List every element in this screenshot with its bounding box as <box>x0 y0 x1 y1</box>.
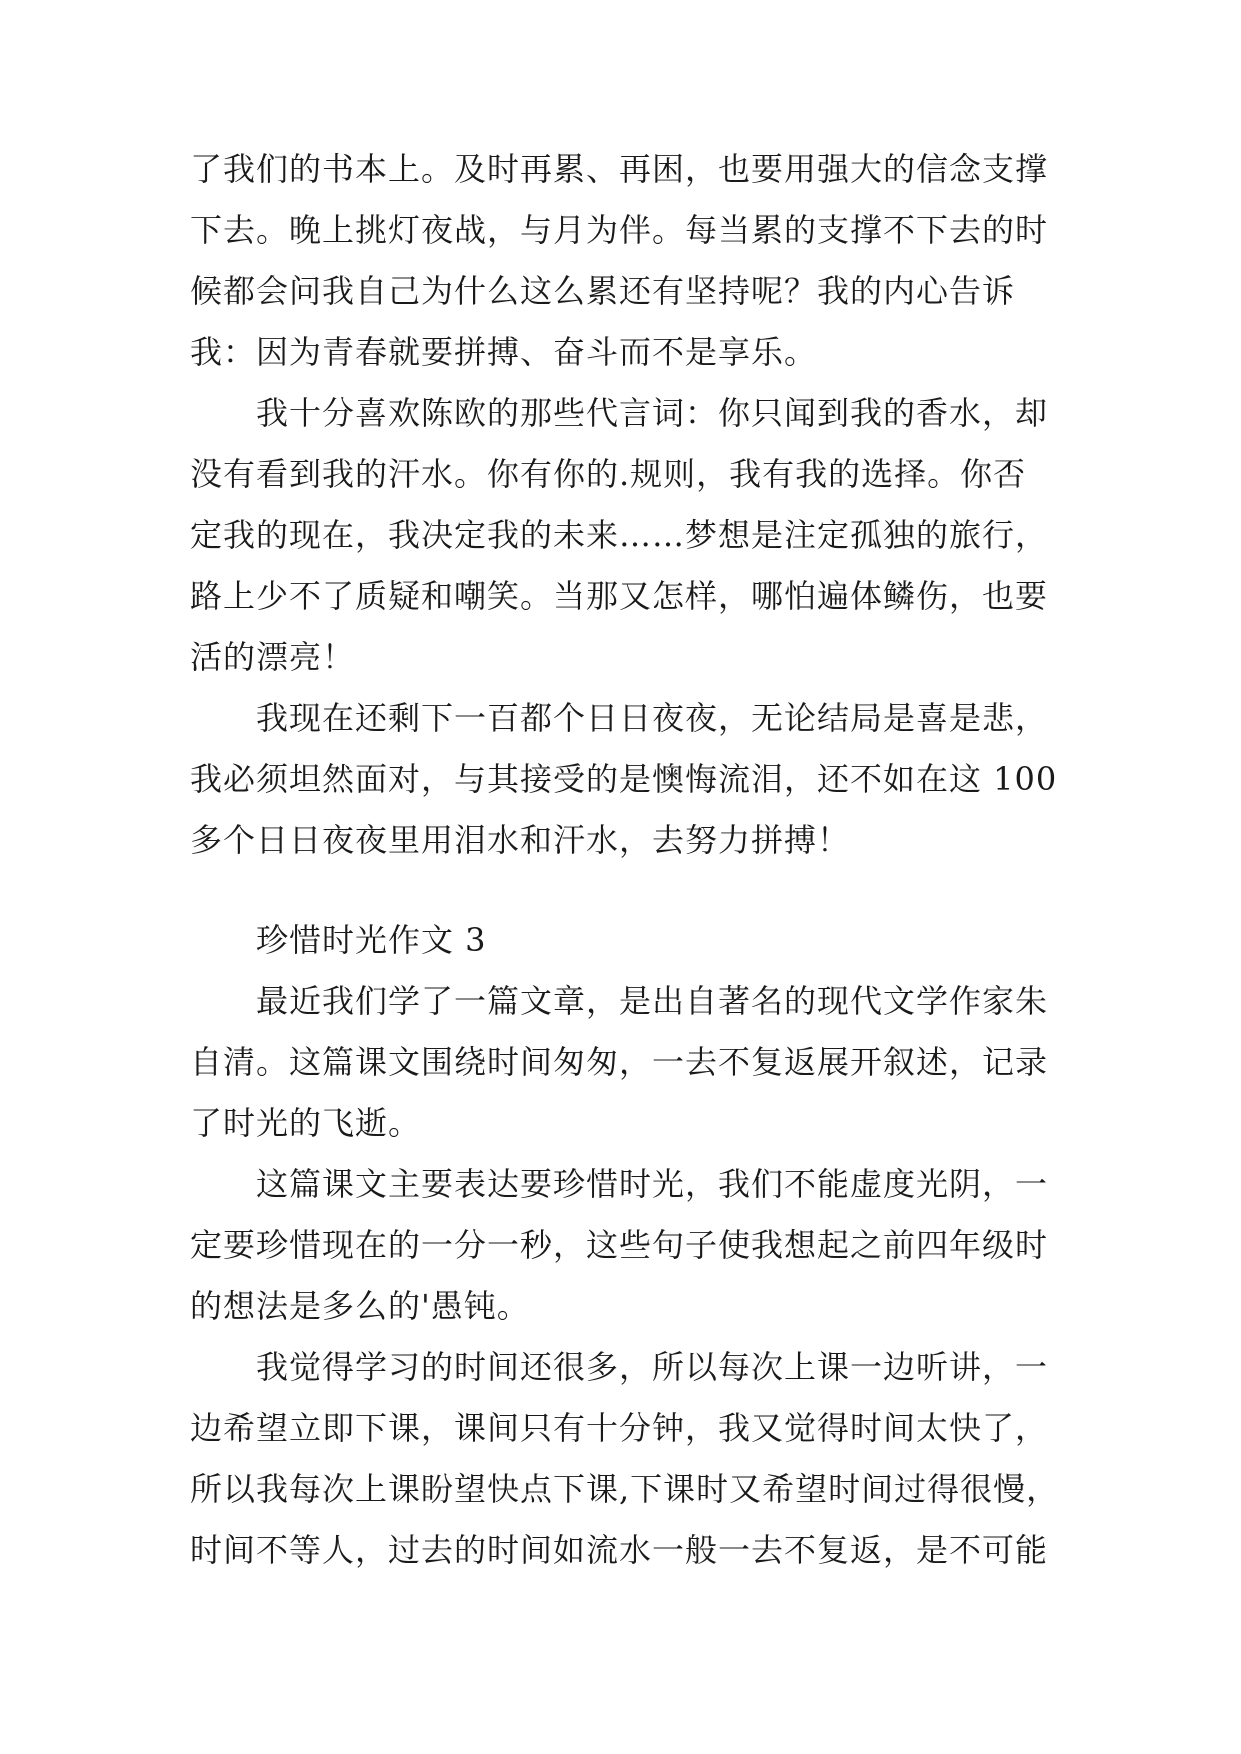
paragraph-line: 最近我们学了一篇文章，是出自著名的现代文学作家朱 <box>256 982 1049 1020</box>
paragraph-line: 这篇课文主要表达要珍惜时光，我们不能虚度光阴，一 <box>256 1165 1049 1203</box>
paragraph-line: 我：因为青春就要拼搏、奋斗而不是享乐。 <box>190 333 818 371</box>
paragraph-line: 自清。这篇课文围绕时间匆匆，一去不复返展开叙述，记录 <box>190 1043 1049 1081</box>
section-title: 珍惜时光作文 3 <box>256 921 487 959</box>
paragraph-line: 了时光的飞逝。 <box>190 1104 422 1142</box>
paragraph-line: 我觉得学习的时间还很多，所以每次上课一边听讲，一 <box>256 1348 1049 1386</box>
paragraph-line: 候都会问我自己为什么这么累还有坚持呢？我的内心告诉 <box>190 272 1016 310</box>
paragraph-line: 活的漂亮！ <box>190 638 356 676</box>
paragraph-line: 边希望立即下课，课间只有十分钟，我又觉得时间太快了， <box>190 1409 1049 1447</box>
paragraph-line: 我必须坦然面对，与其接受的是懊悔流泪，还不如在这 100 <box>190 760 1058 798</box>
paragraph-line: 了我们的书本上。及时再累、再困，也要用强大的信念支撑 <box>190 150 1049 188</box>
paragraph-line: 路上少不了质疑和嘲笑。当那又怎样，哪怕遍体鳞伤，也要 <box>190 577 1049 615</box>
paragraph-line: 定要珍惜现在的一分一秒，这些句子使我想起之前四年级时 <box>190 1226 1049 1264</box>
paragraph-line: 的想法是多么的'愚钝。 <box>190 1287 530 1325</box>
paragraph-line: 定我的现在，我决定我的未来……梦想是注定孤独的旅行， <box>190 516 1049 554</box>
paragraph-line: 我十分喜欢陈欧的那些代言词：你只闻到我的香水，却 <box>256 394 1049 432</box>
paragraph-line: 下去。晚上挑灯夜战，与月为伴。每当累的支撑不下去的时 <box>190 211 1049 249</box>
paragraph-line: 时间不等人，过去的时间如流水一般一去不复返，是不可能 <box>190 1531 1049 1569</box>
paragraph-line: 所以我每次上课盼望快点下课,下课时又希望时间过得很慢， <box>190 1470 1060 1508</box>
paragraph-line: 没有看到我的汗水。你有你的.规则，我有我的选择。你否 <box>190 455 1027 493</box>
paragraph-line: 我现在还剩下一百都个日日夜夜，无论结局是喜是悲， <box>256 699 1049 737</box>
paragraph-line: 多个日日夜夜里用泪水和汗水，去努力拼搏！ <box>190 821 851 859</box>
